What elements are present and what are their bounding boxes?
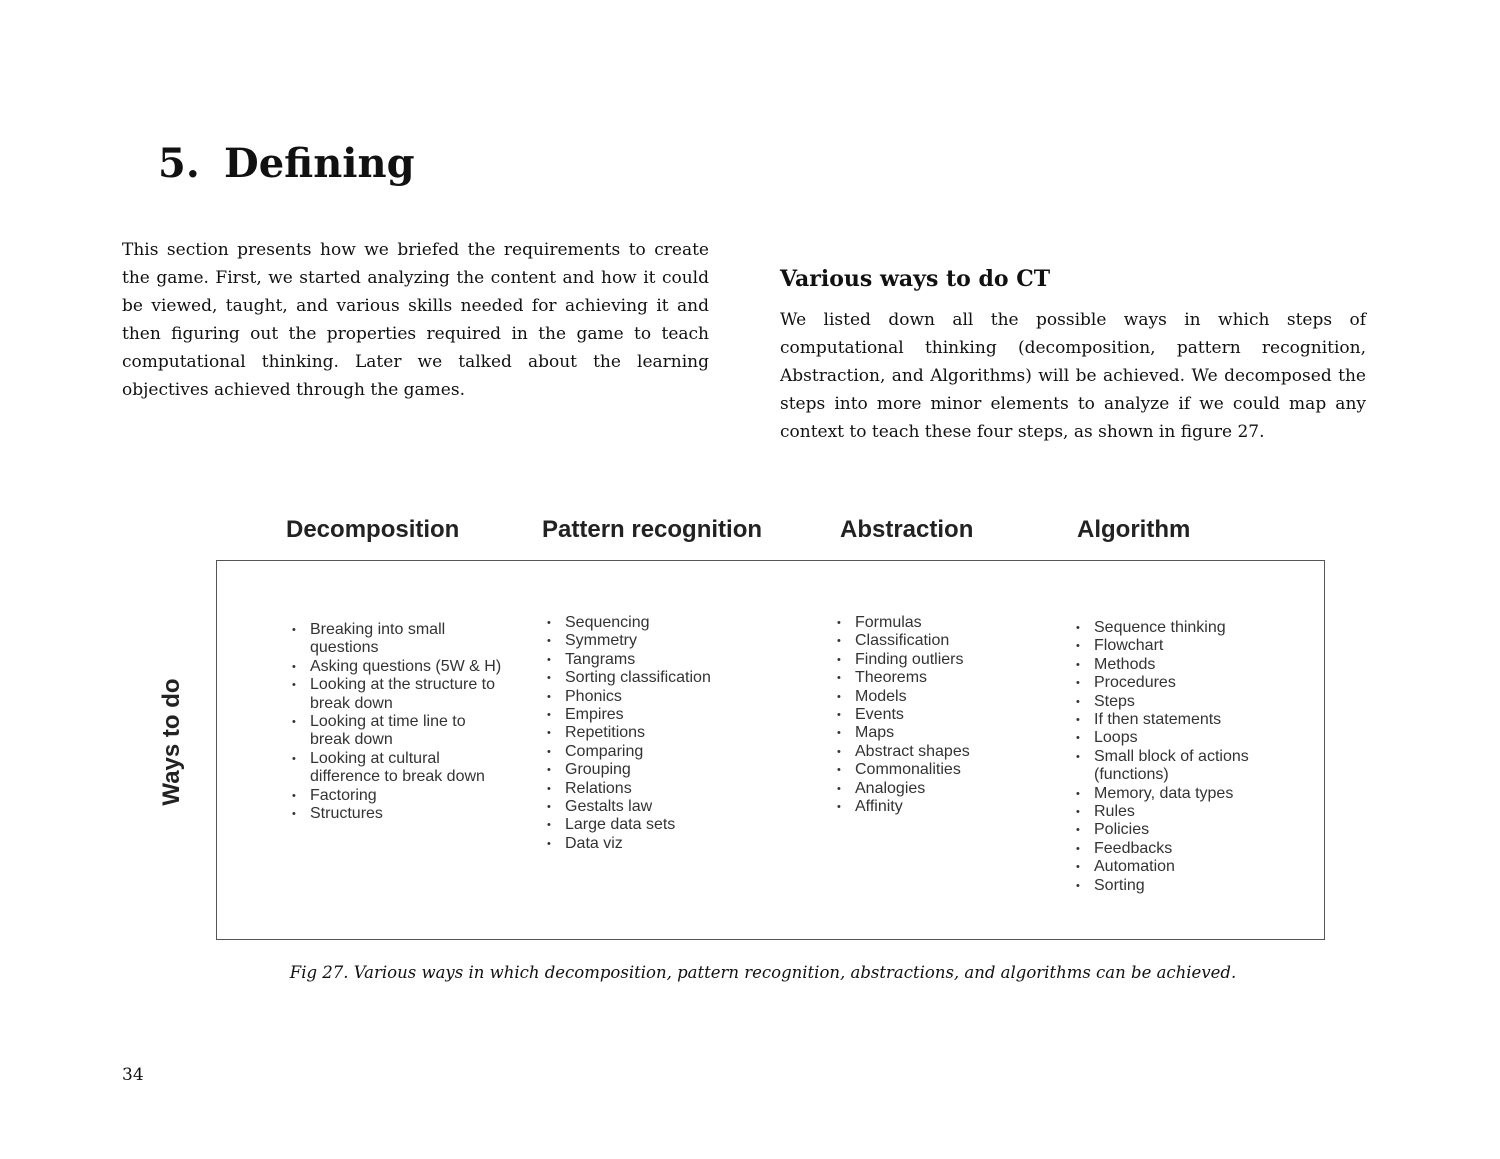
figure-caption: Fig 27. Various ways in which decomposition, pattern recognition, abstractions, and algorithms can be achieved. <box>289 963 1237 982</box>
list-item: • Looking at cultural difference to break down <box>292 750 502 787</box>
list-item: • Rules <box>1076 803 1281 821</box>
algorithm-list <box>1076 619 1281 895</box>
list-item: • Looking at time line to break down <box>292 713 502 750</box>
pattern-recognition-list <box>547 614 767 853</box>
list-item: • Phonics <box>547 688 767 706</box>
list-item: • Tangrams <box>547 651 767 669</box>
list-item: • Breaking into small questions <box>292 621 502 658</box>
list-item: • Empires <box>547 706 767 724</box>
list-item: • Sequence thinking <box>1076 619 1281 637</box>
list-item: • Sequencing <box>547 614 767 632</box>
column-header-pattern-recognition: Pattern recognition <box>542 516 763 543</box>
list-item: • Procedures <box>1076 674 1281 692</box>
abstraction-list <box>837 614 1037 816</box>
list-item: • Sorting classification <box>547 669 767 687</box>
list-item: • Steps <box>1076 693 1281 711</box>
list-item: • Data viz <box>547 835 767 853</box>
section-title: Defining <box>224 140 415 187</box>
list-item: • Gestalts law <box>547 798 767 816</box>
row-label-ways-to-do: Ways to do <box>158 678 185 806</box>
list-item: • Small block of actions (functions) <box>1076 748 1281 785</box>
section-number: 5. <box>158 140 200 187</box>
list-item: • Abstract shapes <box>837 743 1037 761</box>
list-item: • Policies <box>1076 821 1281 839</box>
list-item: • Formulas <box>837 614 1037 632</box>
list-item: • Affinity <box>837 798 1037 816</box>
list-item: • Analogies <box>837 780 1037 798</box>
list-item: • Relations <box>547 780 767 798</box>
list-item: • Structures <box>292 805 502 823</box>
page-number: 34 <box>122 1065 144 1085</box>
list-item: • Commonalities <box>837 761 1037 779</box>
decomposition-list <box>292 621 502 823</box>
list-item: • Feedbacks <box>1076 840 1281 858</box>
list-item: • Methods <box>1076 656 1281 674</box>
column-header-decomposition: Decomposition <box>286 516 460 543</box>
list-item: • Repetitions <box>547 724 767 742</box>
list-item: • Flowchart <box>1076 637 1281 655</box>
list-item: • Memory, data types <box>1076 785 1281 803</box>
ct-subheading: Various ways to do CT <box>780 266 1051 292</box>
list-item: • Sorting <box>1076 877 1281 895</box>
list-item: • Asking questions (5W & H) <box>292 658 502 676</box>
intro-paragraph: This section presents how we briefed the requirements to create the game. First, we started analyzing the content and how it could be viewed, taught, and various skills needed for achieving it and then figuring out the properties required in the game to teach computational thinking. Later we talked about the learning objectives achieved through the games. <box>122 240 709 400</box>
list-item: • Automation <box>1076 858 1281 876</box>
list-item: • Classification <box>837 632 1037 650</box>
list-item: • Events <box>837 706 1037 724</box>
list-item: • If then statements <box>1076 711 1281 729</box>
list-item: • Maps <box>837 724 1037 742</box>
list-item: • Symmetry <box>547 632 767 650</box>
list-item: • Theorems <box>837 669 1037 687</box>
list-item: • Looking at the structure to break down <box>292 676 502 713</box>
column-header-algorithm: Algorithm <box>1077 516 1191 543</box>
list-item: • Finding outliers <box>837 651 1037 669</box>
list-item: • Comparing <box>547 743 767 761</box>
column-header-abstraction: Abstraction <box>840 516 974 543</box>
list-item: • Factoring <box>292 787 502 805</box>
ct-paragraph: We listed down all the possible ways in which steps of computational thinking (decomposition, pattern recognition, Abstraction, and Algorithms) will be achieved. We decomposed the steps into more minor elements to analyze if we could map any context to teach these four steps, as shown in figure 27. <box>780 310 1366 442</box>
section-heading <box>158 138 415 190</box>
list-item: • Models <box>837 688 1037 706</box>
list-item: • Grouping <box>547 761 767 779</box>
list-item: • Large data sets <box>547 816 767 834</box>
list-item: • Loops <box>1076 729 1281 747</box>
